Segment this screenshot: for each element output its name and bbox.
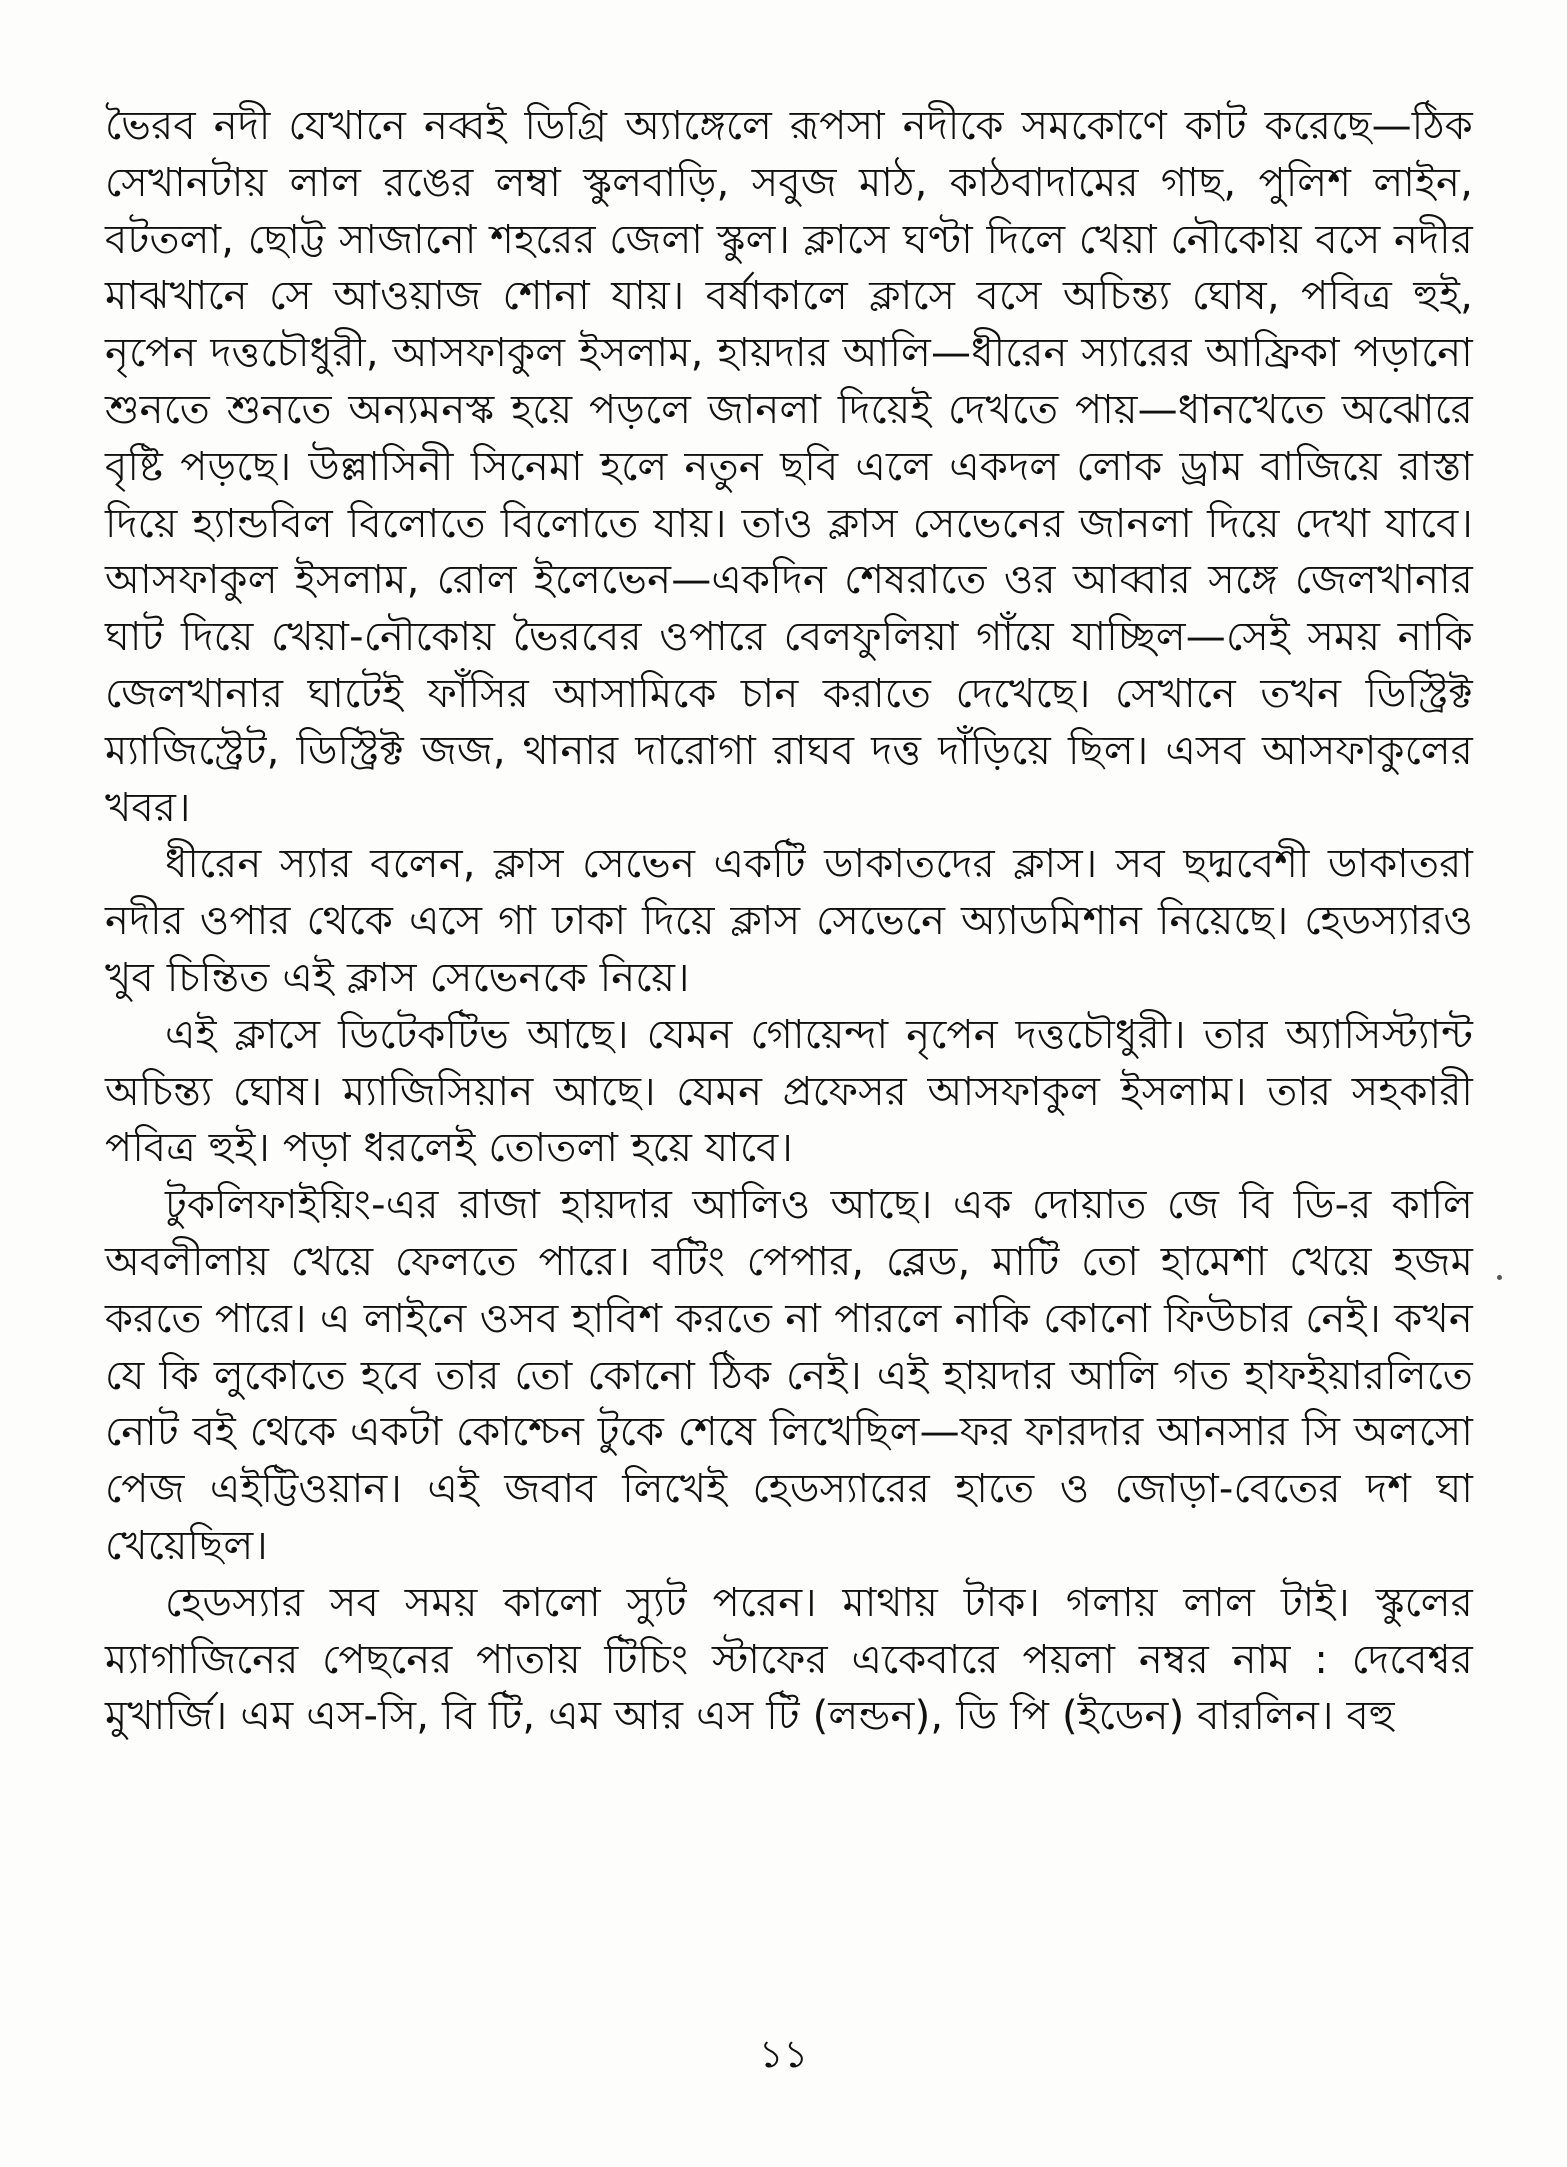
paragraph-1: ভৈরব নদী যেখানে নব্বই ডিগ্রি অ্যাঙ্গেলে রূপসা নদীকে সমকোণে কাট করেছে—ঠিক সেখানটায় লাল রঙের লম্বা স্কুলবাড়ি, সবুজ মাঠ, কাঠবাদামের গাছ, পুলিশ লাইন, বটতলা, ছোট্ট সাজানো শহরের জেলা স্কুল। ক্লাসে ঘণ্টা দিলে খেয়া নৌকোয় বসে নদীর মাঝখানে সে আওয়াজ শোনা যায়। বর্ষাকালে ক্লাসে বসে অচিন্ত্য ঘোষ, পবিত্র হুই, নৃপেন দত্তচৌধুরী, আসফাকুল ইসলাম, হায়দার আলি—ধীরেন স্যারের আফ্রিকা পড়ানো শুনতে শুনতে অন্যমনস্ক হয়ে পড়লে জানলা দিয়েই দেখতে পায়—ধানখেতে অঝোরে বৃষ্টি পড়ছে। উল্লাসিনী সিনেমা হলে নতুন ছবি এলে একদল লোক ড্রাম বাজিয়ে রাস্তা দিয়ে হ্যান্ডবিল বিলোতে বিলোতে যায়। তাও ক্লাস সেভেনের জানলা দিয়ে দেখা যাবে। আসফাকুল ইসলাম, রোল ইলেভেন—একদিন শেষরাতে ওর আব্বার সঙ্গে জেলখানার ঘাট দিয়ে খেয়া-নৌকোয় ভৈরবের ওপারে বেলফুলিয়া গাঁয়ে যাচ্ছিল—সেই সময় নাকি জেলখানার ঘাটেই ফাঁসির আসামিকে চান করাতে দেখেছে। সেখানে তখন ডিস্ট্রিক্ট ম্যাজিস্ট্রেট, ডিস্ট্রিক্ট জজ, থানার দারোগা রাঘব দত্ত দাঁড়িয়ে ছিল। এসব আসফাকুলের খবর। (105, 103, 1473, 831)
page-number: ১১ (758, 2032, 809, 2076)
body-text (105, 98, 1473, 1745)
paragraph-2: ধীরেন স্যার বলেন, ক্লাস সেভেন একটি ডাকাতদের ক্লাস। সব ছদ্মবেশী ডাকাতরা নদীর ওপার থেকে এসে গা ঢাকা দিয়ে ক্লাস সেভেনে অ্যাডমিশান নিয়েছে। হেডস্যারও খুব চিন্তিত এই ক্লাস সেভেনকে নিয়ে। (105, 841, 1473, 1001)
paragraph-3: এই ক্লাসে ডিটেকটিভ আছে। যেমন গোয়েন্দা নৃপেন দত্তচৌধুরী। তার অ্যাসিস্ট্যান্ট অচিন্ত্য ঘোষ। ম্যাজিসিয়ান আছে। যেমন প্রফেসর আসফাকুল ইসলাম। তার সহকারী পবিত্র হুই। পড়া ধরলেই তোতলা হয়ে যাবে। (105, 1011, 1473, 1172)
paragraph-5: হেডস্যার সব সময় কালো স্যুট পরেন। মাথায় টাক। গলায় লাল টাই। স্কুলের ম্যাগাজিনের পেছনের পাতায় টিচিং স্টাফের একেবারে পয়লা নম্বর নাম : দেবেশ্বর মুখার্জি। এম এস-সি, বি টি, এম আর এস টি (লন্ডন), ডি পি (ইডেন) বারলিন। বহু (105, 1579, 1473, 1740)
scan-speck (1497, 1275, 1502, 1280)
paragraph-4: টুকলিফাইয়িং-এর রাজা হায়দার আলিও আছে। এক দোয়াত জে বি ডি-র কালি অবলীলায় খেয়ে ফেলতে পারে। বটিং পেপার, ব্লেড, মাটি তো হামেশা খেয়ে হজম করতে পারে। এ লাইনে ওসব হাবিশ করতে না পারলে নাকি কোনো ফিউচার নেই। কখন যে কি লুকোতে হবে তার তো কোনো ঠিক নেই। এই হায়দার আলি গত হাফইয়ারলিতে নোট বই থেকে একটা কোশ্চেন টুকে শেষে লিখেছিল—ফর ফারদার আনসার সি অলসো পেজ এইট্টিওয়ান। এই জবাব লিখেই হেডস্যারের হাতে ও জোড়া-বেতের দশ ঘা খেয়েছিল। (105, 1182, 1473, 1569)
